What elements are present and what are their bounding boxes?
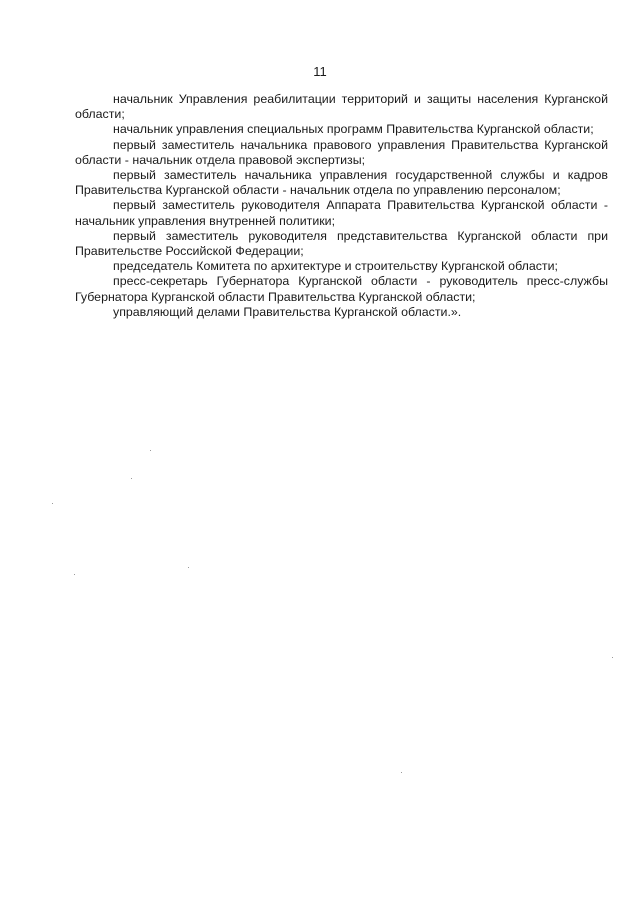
scan-speck [150, 450, 151, 451]
list-item: первый заместитель начальника управления государственной службы и кадров Правительства Курганской области - начальник отдела по управлению персоналом; [75, 168, 608, 198]
list-item: первый заместитель руководителя Аппарата Правительства Курганской области - начальник управления внутренней политики; [75, 198, 608, 228]
list-item: первый заместитель начальника правового управления Правительства Курганской области - начальник отдела правовой экспертизы; [75, 137, 608, 167]
scan-speck [612, 657, 613, 658]
list-item: первый заместитель руководителя представительства Курганской области при Правительстве Российской Федерации; [75, 228, 608, 259]
scan-speck [74, 574, 75, 575]
list-item: начальник Управления реабилитации территорий и защиты населения Курганской области; [75, 92, 608, 122]
scan-speck [131, 478, 132, 479]
scan-speck [188, 567, 189, 568]
list-item: начальник управления специальных программ Правительства Курганской области; [113, 122, 594, 137]
list-item: председатель Комитета по архитектуре и строительству Курганской области; [113, 259, 558, 274]
list-item: управляющий делами Правительства Курганской области.». [113, 304, 462, 319]
scan-speck [401, 772, 402, 773]
document-body [75, 92, 608, 320]
scan-speck [52, 503, 53, 504]
page-number: 11 [313, 64, 327, 79]
list-item: пресс-секретарь Губернатора Курганской области - руководитель пресс-службы Губернатора Курганской области Правительства Курганской области; [75, 274, 608, 304]
